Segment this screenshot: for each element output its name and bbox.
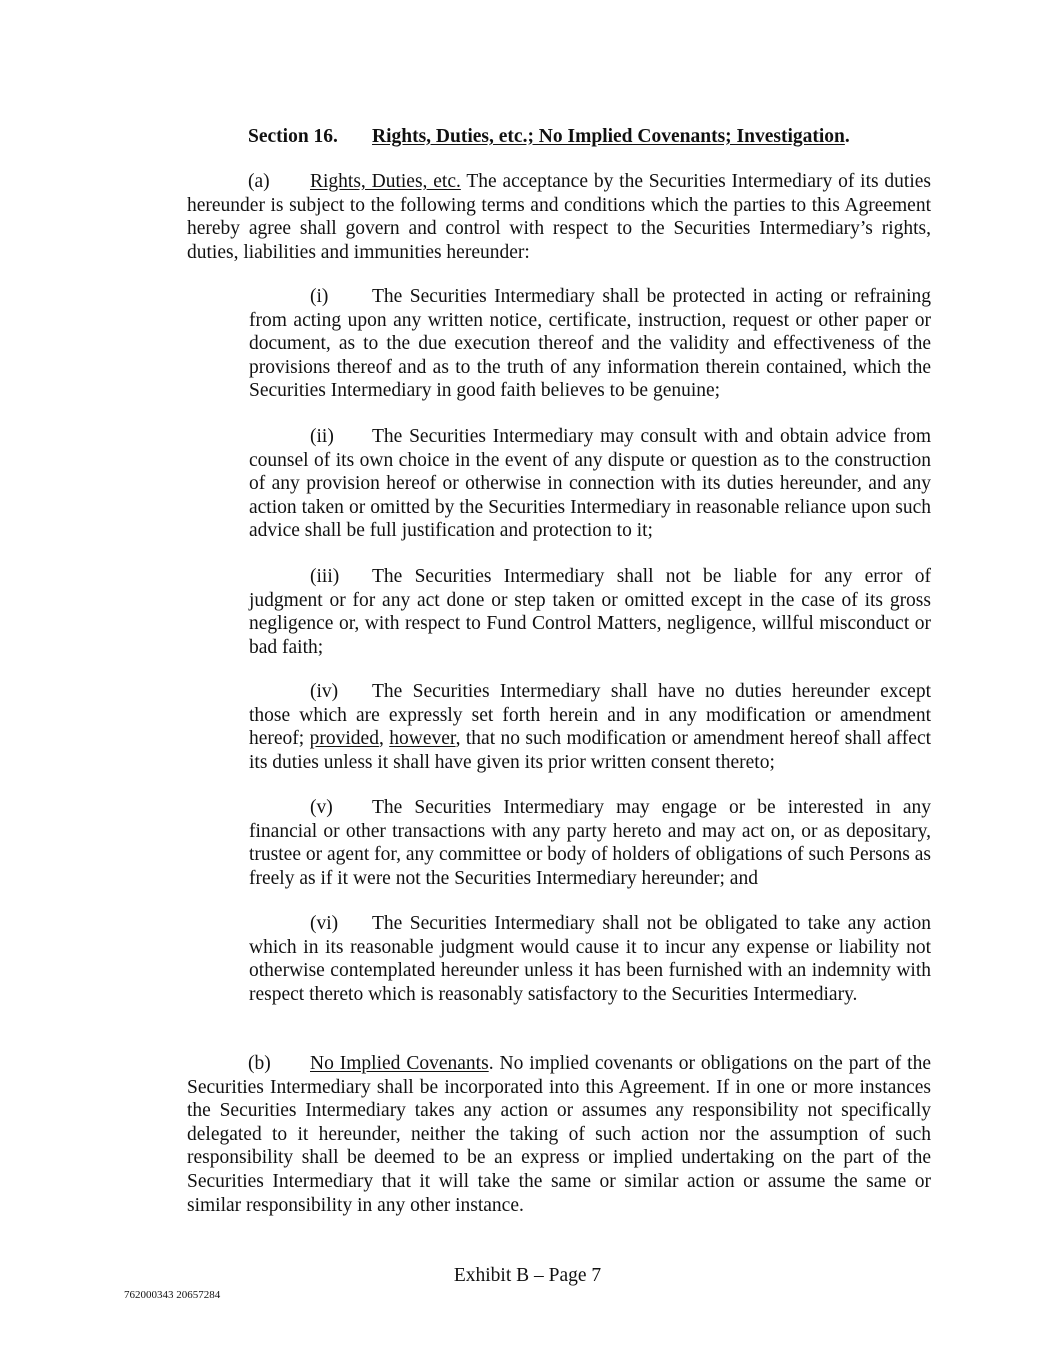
however-term: however	[389, 728, 456, 750]
page-footer: Exhibit B – Page 7	[453, 1265, 602, 1286]
item-ii	[249, 425, 931, 543]
paragraph-a-label: (a)	[248, 171, 270, 192]
section-title: Rights, Duties, etc.; No Implied Covenants; Investigation	[372, 126, 845, 147]
item-label: (ii)	[310, 426, 334, 447]
item-label: (v)	[310, 797, 333, 818]
section-heading	[248, 125, 948, 149]
section-title-period: .	[844, 126, 850, 147]
item-iv	[249, 680, 931, 774]
item-label: (iii)	[310, 566, 340, 587]
item-label: (vi)	[310, 913, 339, 934]
item-text: The Securities Intermediary may consult with and obtain advice from counsel of its own choice in the event of any dispute or question as to the construction of any provision hereof or otherwise in connection with its duties hereunder, and any action taken or omitted by the Securities Intermediary in reasonable reliance upon such advice shall be full justification and protection to it;	[249, 426, 931, 542]
item-iii	[249, 565, 931, 659]
item-vi	[249, 912, 931, 1006]
item-i	[249, 285, 931, 403]
paragraph-b-label: (b)	[248, 1053, 271, 1074]
item-label: (iv)	[310, 681, 339, 702]
item-text: , that no such modification or amendment hereof shall affect its duties unless it shall have given its prior written consent thereto;	[249, 728, 932, 773]
paragraph-b	[187, 1052, 931, 1217]
paragraph-b-text: . No implied covenants or obligations on the part of the Securities Intermediary shall be incorporated into this Agreement. If in one or more instances the Securities Intermediary takes any action or assumes any responsibility not specifically delegated to it hereunder, neither the taking of such action nor the assumption of such responsibility shall be deemed to be an express or implied undertaking on the part of the Securities Intermediary that it will take the same or similar action or assume the same or similar responsibility in any other instance.	[187, 1053, 931, 1216]
item-text-comma: ,	[378, 728, 390, 750]
document-id: 762000343 20657284	[124, 1289, 221, 1301]
provided-term: provided	[309, 728, 379, 750]
paragraph-a	[187, 170, 931, 264]
item-text: The Securities Intermediary shall not be obligated to take any action which in its reasonable judgment would cause it to incur any expense or liability not otherwise contemplated hereunder unless it has been furnished with an indemnity with respect thereto which is reasonably satisfactory to the Securities Intermediary.	[249, 913, 931, 1005]
item-text: The Securities Intermediary shall not be liable for any error of judgment or for any act done or step taken or omitted except in the case of its gross negligence or, with respect to Fund Control Matters, negligence, willful misconduct or bad faith;	[249, 566, 931, 658]
item-text: The Securities Intermediary may engage or be interested in any financial or other transactions with any party hereto and may act on, or as depositary, trustee or agent for, any committee or body of holders of obligations of such Persons as freely as if it were not the Securities Intermediary hereunder; and	[249, 797, 931, 889]
item-v	[249, 796, 931, 890]
paragraph-a-title: Rights, Duties, etc.	[310, 171, 461, 192]
item-text: The Securities Intermediary shall be protected in acting or refraining from acting upon any written notice, certificate, instruction, request or other paper or document, as to the due execution thereof and the validity and effectiveness of the provisions thereof and as to the truth of any information therein contained, which the Securities Intermediary in good faith believes to be genuine;	[249, 286, 931, 402]
paragraph-b-title: No Implied Covenants	[310, 1053, 489, 1074]
section-number: Section 16.	[248, 126, 338, 147]
item-label: (i)	[310, 286, 329, 307]
paragraph-a-text: The acceptance by the Securities Intermediary of its duties hereunder is subject to the following terms and conditions which the parties to this Agreement hereby agree shall govern and control with respect to the Securities Intermediary’s rights, duties, liabilities and immunities hereunder:	[187, 171, 931, 263]
item-text: The Securities Intermediary shall have no duties hereunder except those which are expressly set forth herein and in any modification or amendment hereof;	[249, 681, 931, 750]
